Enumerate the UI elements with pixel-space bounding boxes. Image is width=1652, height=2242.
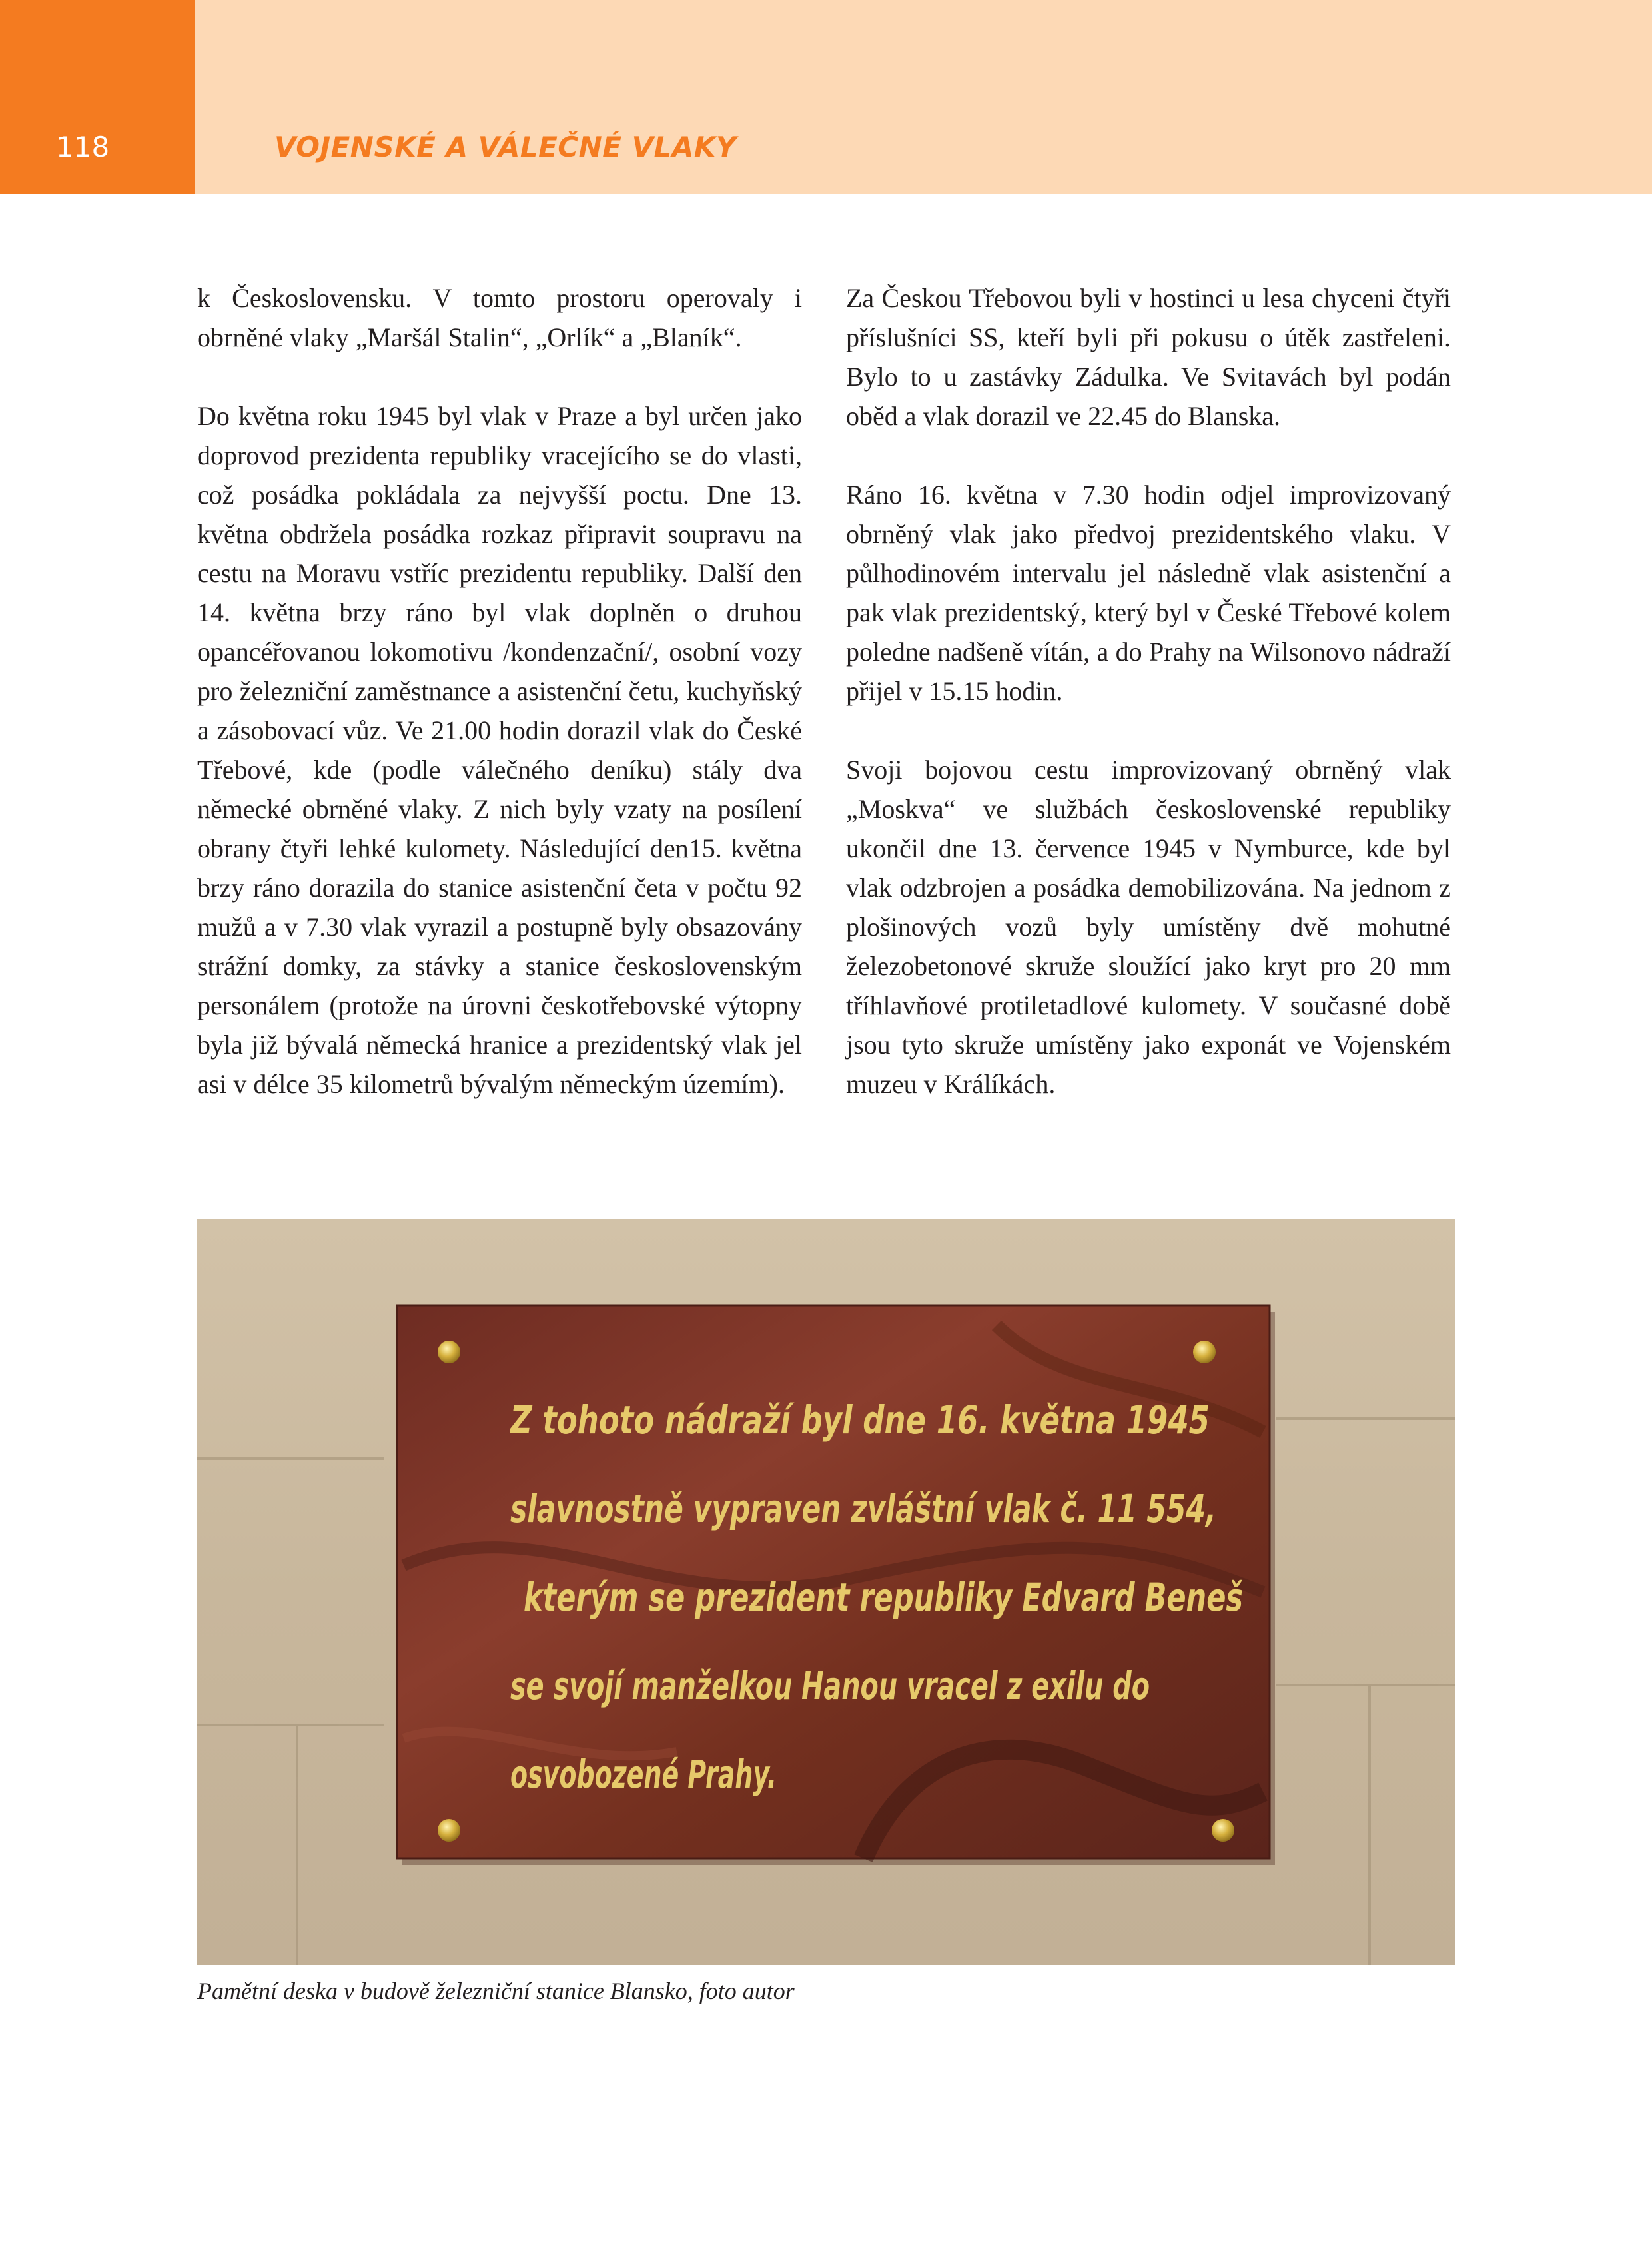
left-text-column [197,278,802,1104]
right-text-column [846,278,1451,1104]
plaque-text-line: Z tohoto nádraží byl dne 16. května 1945 [509,1397,1210,1443]
paragraph: k Československu. V tomto prostoru operovaly i obrněné vlaky „Maršál Stalin“, „Orlík“ a „Blaník“. [197,283,802,352]
running-title: VOJENSKÉ A VÁLEČNÉ VLAKY [274,131,737,163]
plaque-screw [438,1819,460,1842]
plaque-screw [1212,1819,1234,1842]
plaque-screw [438,1341,460,1363]
paragraph: Svoji bojovou cestu improvizovaný obrněný vlak „Moskva“ ve službách československé republiky ukončil dne 13. července 1945 v Nymburce, kde byl vlak odzbrojen a posádka demobilizována. Na jednom z plošinových vozů byly umístěny dvě mohutné železobetonové skruže sloužící jako kryt pro 20 mm tříhlavňové protiletadlové kulomety. V současné době jsou tyto skruže umístěny jako exponát ve Vojenském muzeu v Králíkách. [846,755,1451,1099]
paragraph: Ráno 16. května v 7.30 hodin odjel improvizovaný obrněný vlak jako předvoj prezidentského vlaku. V půlhodinovém intervalu jel následně vlak asistenční a pak vlak prezidentský, který byl v České Třebové kolem poledne nadšeně vítán, a do Prahy na Wilsonovo nádraží přijel v 15.15 hodin. [846,480,1451,706]
page-number-tab [0,0,195,194]
plaque-screw [1193,1341,1216,1363]
plaque-text-line: se svojí manželkou Hanou vracel z exilu do [510,1663,1150,1708]
photo-caption: Pamětní deska v budově železniční stanice Blansko, foto autor [197,1978,795,2004]
memorial-plaque-photo [197,1219,1455,1965]
plaque-text-line: kterým se prezident republiky Edvard Beneš [524,1575,1243,1620]
plaque-text-line: osvobozené Prahy. [510,1752,777,1797]
page-number: 118 [56,131,110,163]
paragraph: Do května roku 1945 byl vlak v Praze a byl určen jako doprovod prezidenta republiky vracejícího se do vlasti, což posádka pokládala za nejvyšší poctu. Dne 13. května obdržela posádka rozkaz připravit soupravu na cestu na Moravu vstříc prezidentu republiky. Další den 14. května brzy ráno byl vlak doplněn o druhou opancéřovanou lokomotivu /kondenzační/, osobní vozy pro železniční zaměstnance a asistenční četu, kuchyňský a zásobovací vůz. Ve 21.00 hodin dorazil vlak do České Třebové, kde (podle válečného deníku) stály dva německé obrněné vlaky. Z nich byly vzaty na posílení obrany čtyři lehké kulomety. Následující den15. května brzy ráno dorazila do stanice asistenční četa v počtu 92 mužů a v 7.30 vlak vyrazil a postupně byly obsazovány strážní domky, za stávky a stanice československým personálem (protože na úrovni českotřebovské výtopny byla již bývalá německá hranice a prezidentský vlak jel asi v délce 35 kilometrů bývalým německým územím). [197,401,802,1099]
header-band [0,0,1652,194]
paragraph: Za Českou Třebovou byli v hostinci u lesa chyceni čtyři příslušníci SS, kteří byli při pokusu o útěk zastřeleni. Bylo to u zastávky Zádulka. Ve Svitavách byl podán oběd a vlak dorazil ve 22.45 do Blanska. [846,283,1451,431]
plaque-photo-svg [197,1219,1455,1965]
plaque-text-line: slavnostně vypraven zvláštní vlak č. 11 554, [510,1486,1216,1531]
